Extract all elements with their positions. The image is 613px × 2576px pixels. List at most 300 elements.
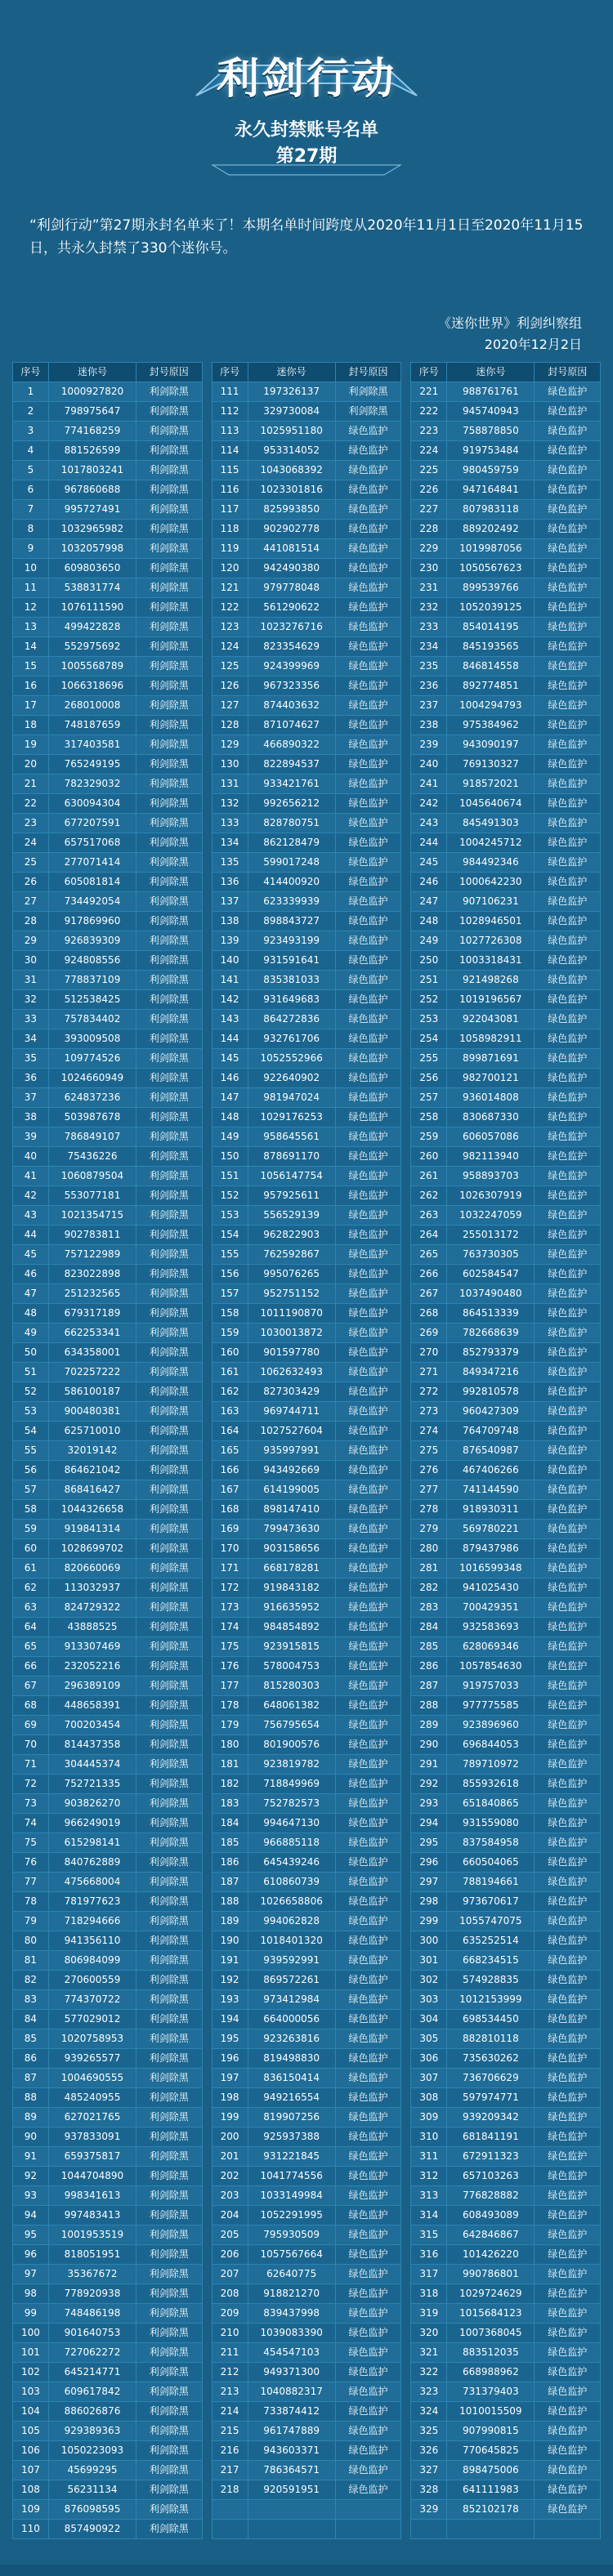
cell-reason: 绿色监护 [335,422,400,441]
cell-seq: 266 [411,1265,447,1284]
column-gap [401,1716,411,1735]
intro-paragraph: “利剑行动”第27期永封名单来了！本期名单时间跨度从2020年11月1日至2020年11月15日，共永久封禁了330个迷你号。 [29,217,584,257]
cell-seq: 66 [13,1657,49,1676]
cell-seq: 294 [411,1814,447,1833]
col-header-id: 迷你号 [48,363,136,382]
cell-seq: 43 [13,1206,49,1225]
cell-reason: 绿色监护 [335,873,400,892]
cell-seq: 152 [212,1186,248,1206]
table-row [13,422,601,441]
cell-seq: 51 [13,1363,49,1382]
cell-seq: 85 [13,2029,49,2049]
cell-seq: 270 [411,1343,447,1363]
cell-seq: 72 [13,1775,49,1794]
cell-id: 1037490480 [447,1284,535,1304]
table-row [13,2029,601,2049]
table-row [13,1108,601,1127]
cell-seq: 171 [212,1559,248,1578]
column-gap [202,1775,212,1794]
cell-seq: 197 [212,2069,248,2088]
cell-id: 1025951180 [248,422,335,441]
cell-reason: 利剑除黑 [136,2010,202,2029]
column-gap [202,1265,212,1284]
cell-reason: 利剑除黑 [136,2029,202,2049]
table-row [13,1853,601,1873]
cell-id: 113032937 [48,1578,136,1598]
cell-seq: 173 [212,1598,248,1618]
cell-reason: 绿色监护 [535,971,601,990]
column-gap [401,2245,411,2265]
cell-seq: 233 [411,618,447,637]
cell-reason: 利剑除黑 [136,1382,202,1402]
cell-seq: 141 [212,971,248,990]
cell-seq: 297 [411,1873,447,1892]
cell-id: 657103263 [447,2167,535,2186]
cell-id: 1076111590 [48,598,136,618]
cell-id: 32019142 [48,1441,136,1461]
column-gap [202,2343,212,2363]
cell-id: 997483413 [48,2206,136,2226]
column-gap [401,814,411,833]
cell-reason: 绿色监护 [535,2127,601,2147]
cell-id: 1032965982 [48,520,136,539]
cell-seq: 8 [13,520,49,539]
cell-id: 903158656 [248,1539,335,1559]
cell-seq: 33 [13,1010,49,1029]
cell-seq: 41 [13,1167,49,1186]
cell-reason: 绿色监护 [535,2343,601,2363]
cell-reason: 绿色监护 [335,2461,400,2480]
cell-id: 823354629 [248,637,335,657]
cell-id: 926839309 [48,931,136,951]
table-row [13,1225,601,1245]
cell-seq: 250 [411,951,447,971]
cell-seq: 205 [212,2226,248,2245]
cell-id: 578004753 [248,1657,335,1676]
cell-reason: 绿色监护 [535,2324,601,2343]
cell-seq: 281 [411,1559,447,1578]
cell-seq: 284 [411,1618,447,1637]
cell-seq: 312 [411,2167,447,2186]
cell-id: 992656212 [248,794,335,814]
table-row [13,1990,601,2010]
cell-seq: 86 [13,2049,49,2069]
signature-org: 《迷你世界》利剑纠察组 [437,315,582,331]
cell-reason: 利剑除黑 [136,1010,202,1029]
table-row [13,1931,601,1951]
cell-reason: 利剑除黑 [136,1873,202,1892]
cell-reason: 利剑除黑 [136,1324,202,1343]
column-gap [202,2363,212,2382]
cell-seq: 174 [212,1618,248,1637]
cell-id: 931649683 [248,990,335,1010]
cell-id: 625710010 [48,1422,136,1441]
cell-reason: 绿色监护 [335,1088,400,1108]
column-gap [202,2245,212,2265]
column-gap [202,2127,212,2147]
cell-id: 907990815 [447,2422,535,2441]
cell-seq: 212 [212,2363,248,2382]
cell-id: 734492054 [48,892,136,912]
column-gap [202,598,212,618]
cell-seq: 326 [411,2441,447,2461]
cell-seq: 53 [13,1402,49,1422]
column-gap [401,1657,411,1676]
cell-seq: 184 [212,1814,248,1833]
cell-id: 995727491 [48,500,136,520]
cell-id: 1055747075 [447,1912,535,1931]
cell-id: 700203454 [48,1716,136,1735]
cell-id: 874403632 [248,696,335,716]
cell-reason: 绿色监护 [535,1833,601,1853]
cell-seq: 221 [411,382,447,402]
cell-seq: 146 [212,1069,248,1088]
cell-seq: 2 [13,402,49,422]
cell-reason: 利剑除黑 [136,1971,202,1990]
cell-reason: 绿色监护 [335,1500,400,1520]
column-gap [401,480,411,500]
cell-id: 994062828 [248,1912,335,1931]
column-gap [202,1912,212,1931]
column-gap [401,1539,411,1559]
cell-id: 967860688 [48,480,136,500]
cell-id: 672911323 [447,2147,535,2167]
cell-seq: 10 [13,559,49,578]
cell-seq: 245 [411,853,447,873]
cell-reason: 绿色监护 [335,1167,400,1186]
cell-reason: 利剑除黑 [136,1225,202,1245]
cell-id: 660504065 [447,1853,535,1873]
column-gap [202,1873,212,1892]
column-gap [401,873,411,892]
cell-reason: 利剑除黑 [136,1088,202,1108]
cell-reason: 绿色监护 [535,1304,601,1324]
cell-id: 774370722 [48,1990,136,2010]
cell-reason: 利剑除黑 [136,2520,202,2539]
cell-id: 1050567623 [447,559,535,578]
cell-reason: 绿色监护 [535,578,601,598]
cell-seq: 182 [212,1775,248,1794]
cell-id: 782668639 [447,1324,535,1343]
table-row [13,1578,601,1598]
table-row [13,2422,601,2441]
column-gap [202,2186,212,2206]
cell-reason: 利剑除黑 [136,794,202,814]
cell-seq: 121 [212,578,248,598]
cell-id: 995076265 [248,1265,335,1284]
cell-id: 454547103 [248,2343,335,2363]
cell-seq: 170 [212,1539,248,1559]
cell-seq: 105 [13,2422,49,2441]
cell-id: 886026876 [48,2402,136,2422]
cell-reason: 利剑除黑 [136,2324,202,2343]
cell-seq: 166 [212,1461,248,1480]
column-gap [401,2520,411,2539]
cell-seq: 80 [13,1931,49,1951]
table-row [13,2010,601,2029]
table-row [13,402,601,422]
column-gap [202,363,212,382]
cell-id: 635252514 [447,1931,535,1951]
cell-reason: 绿色监护 [335,1441,400,1461]
cell-id: 898147410 [248,1500,335,1520]
cell-seq: 286 [411,1657,447,1676]
table-row [13,755,601,775]
cell-seq: 193 [212,1990,248,2010]
cell-seq: 54 [13,1422,49,1441]
cell-seq: 303 [411,1990,447,2010]
column-gap [202,2206,212,2226]
cell-id: 921498268 [447,971,535,990]
cell-reason: 绿色监护 [335,892,400,912]
cell-id: 197326137 [248,382,335,402]
cell-id: 748187659 [48,716,136,735]
cell-reason: 绿色监护 [535,1500,601,1520]
cell-reason: 绿色监护 [335,1873,400,1892]
cell-seq: 108 [13,2480,49,2500]
cell-seq: 167 [212,1480,248,1500]
cell-reason: 利剑除黑 [136,422,202,441]
cell-reason: 利剑除黑 [136,755,202,775]
cell-reason: 绿色监护 [335,853,400,873]
cell-reason: 绿色监护 [335,775,400,794]
column-gap [401,1814,411,1833]
column-gap [202,1206,212,1225]
cell-seq: 117 [212,500,248,520]
cell-id: 943090197 [447,735,535,755]
cell-reason: 利剑除黑 [136,1108,202,1127]
list-title: 永久封禁账号名单 [234,120,378,141]
cell-seq: 239 [411,735,447,755]
column-gap [202,1343,212,1363]
cell-id: 1004294793 [447,696,535,716]
cell-seq: 64 [13,1618,49,1637]
column-gap [401,2422,411,2441]
cell-seq: 316 [411,2245,447,2265]
column-gap [202,1324,212,1343]
cell-seq: 18 [13,716,49,735]
cell-seq: 208 [212,2284,248,2304]
column-gap [202,931,212,951]
table-row [13,1245,601,1265]
col-header-seq: 序号 [212,363,248,382]
cell-seq: 195 [212,2029,248,2049]
cell-reason: 利剑除黑 [136,1794,202,1814]
cell-reason: 绿色监护 [535,1696,601,1716]
cell-reason [335,2520,400,2539]
cell-id: 700429351 [447,1598,535,1618]
cell-id: 943492669 [248,1461,335,1480]
signature-date: 2020年12月2日 [484,337,582,352]
cell-id: 1000642230 [447,873,535,892]
cell-seq: 283 [411,1598,447,1618]
cell-id: 1012153999 [447,1990,535,2010]
cell-id: 664000056 [248,2010,335,2029]
cell-id: 814437358 [48,1735,136,1755]
cell-seq: 91 [13,2147,49,2167]
cell-id: 251232565 [48,1284,136,1304]
cell-reason: 绿色监护 [335,1735,400,1755]
cell-reason: 绿色监护 [535,559,601,578]
column-gap [202,1108,212,1127]
column-gap [202,520,212,539]
cell-id: 782329032 [48,775,136,794]
cell-seq: 110 [13,2520,49,2539]
table-row [13,2226,601,2245]
column-gap [202,441,212,461]
cell-reason: 利剑除黑 [136,2284,202,2304]
cell-reason: 绿色监护 [535,814,601,833]
table-row [13,676,601,696]
cell-seq: 34 [13,1029,49,1049]
column-gap [401,500,411,520]
column-gap [401,1500,411,1520]
cell-id: 1021354715 [48,1206,136,1225]
cell-reason: 利剑除黑 [136,1186,202,1206]
cell-reason: 利剑除黑 [136,2108,202,2127]
column-gap [401,1931,411,1951]
cell-seq: 317 [411,2265,447,2284]
cell-reason: 绿色监护 [335,2324,400,2343]
cell-id: 823022898 [48,1265,136,1284]
column-gap [401,1755,411,1775]
cell-seq: 215 [212,2422,248,2441]
cell-reason: 绿色监护 [535,990,601,1010]
cell-seq: 32 [13,990,49,1010]
cell-seq: 289 [411,1716,447,1735]
cell-seq: 269 [411,1324,447,1343]
cell-seq: 153 [212,1206,248,1225]
cell-seq: 1 [13,382,49,402]
cell-reason: 绿色监护 [335,637,400,657]
cell-reason: 利剑除黑 [136,814,202,833]
cell-id: 1004690555 [48,2069,136,2088]
cell-seq: 252 [411,990,447,1010]
column-gap [202,2029,212,2049]
cell-id: 822894537 [248,755,335,775]
cell-reason: 利剑除黑 [136,441,202,461]
ban-table-wrap [12,362,601,2565]
cell-reason: 绿色监护 [535,2029,601,2049]
cell-seq: 25 [13,853,49,873]
column-gap [202,1520,212,1539]
column-gap [202,2284,212,2304]
cell-reason: 绿色监护 [535,1225,601,1245]
table-row [13,1971,601,1990]
cell-id: 574928835 [447,1971,535,1990]
cell-seq: 299 [411,1912,447,1931]
column-gap [401,1559,411,1578]
cell-reason: 利剑除黑 [136,1363,202,1382]
cell-seq: 169 [212,1520,248,1539]
cell-id: 1044326658 [48,1500,136,1520]
cell-reason: 绿色监护 [335,2108,400,2127]
cell-seq: 59 [13,1520,49,1539]
table-row [13,657,601,676]
cell-reason: 利剑除黑 [136,1775,202,1794]
cell-reason: 利剑除黑 [136,1637,202,1657]
cell-id: 748486198 [48,2304,136,2324]
cell-id: 840762889 [48,1853,136,1873]
table-row [13,1324,601,1343]
column-gap [202,775,212,794]
cell-seq: 40 [13,1147,49,1167]
cell-reason: 绿色监护 [335,578,400,598]
cell-reason: 绿色监护 [335,2049,400,2069]
cell-reason: 绿色监护 [535,2069,601,2088]
cell-id: 774168259 [48,422,136,441]
cell-id: 538831774 [48,578,136,598]
column-gap [401,2206,411,2226]
cell-seq: 104 [13,2402,49,2422]
cell-id: 45699295 [48,2461,136,2480]
cell-reason [535,2520,601,2539]
column-gap [202,735,212,755]
cell-seq: 255 [411,1049,447,1069]
cell-id: 605081814 [48,873,136,892]
column-gap [401,696,411,716]
cell-id: 967323356 [248,676,335,696]
cell-reason: 绿色监护 [535,1559,601,1578]
cell-seq: 37 [13,1088,49,1108]
cell-seq: 5 [13,461,49,480]
cell-reason: 绿色监护 [335,1912,400,1931]
cell-reason: 利剑除黑 [136,578,202,598]
cell-reason: 利剑除黑 [136,1343,202,1363]
cell-seq: 329 [411,2500,447,2520]
cell-id: 485240955 [48,2088,136,2108]
cell-id: 913307469 [48,1637,136,1657]
cell-id: 1060879504 [48,1167,136,1186]
table-row [13,1598,601,1618]
cell-seq: 200 [212,2127,248,2147]
cell-seq: 307 [411,2069,447,2088]
table-row [13,2206,601,2226]
cell-reason: 绿色监护 [335,833,400,853]
cell-seq: 82 [13,1971,49,1990]
cell-id: 609803650 [48,559,136,578]
cell-id: 979778048 [248,578,335,598]
cell-seq: 11 [13,578,49,598]
column-gap [202,696,212,716]
column-gap [202,1696,212,1716]
cell-id: 1057854630 [447,1657,535,1676]
cell-id: 982700121 [447,1069,535,1088]
table-row [13,833,601,853]
cell-seq: 75 [13,1833,49,1853]
column-gap [202,1814,212,1833]
column-gap [401,1284,411,1304]
cell-seq: 231 [411,578,447,598]
table-row [13,1265,601,1284]
cell-seq: 50 [13,1343,49,1363]
cell-reason: 绿色监护 [335,1853,400,1873]
cell-seq: 161 [212,1363,248,1382]
table-row [13,1696,601,1716]
bottom-edge [0,2565,613,2576]
cell-reason: 绿色监护 [535,1324,601,1343]
column-gap [401,1735,411,1755]
cell-reason: 利剑除黑 [136,676,202,696]
column-gap [401,559,411,578]
cell-id: 642846867 [447,2226,535,2245]
table-row [13,1147,601,1167]
cell-seq: 256 [411,1069,447,1088]
cell-reason: 利剑除黑 [136,1814,202,1833]
cell-reason: 利剑除黑 [136,1696,202,1716]
cell-reason: 绿色监护 [335,1010,400,1029]
cell-seq: 298 [411,1892,447,1912]
